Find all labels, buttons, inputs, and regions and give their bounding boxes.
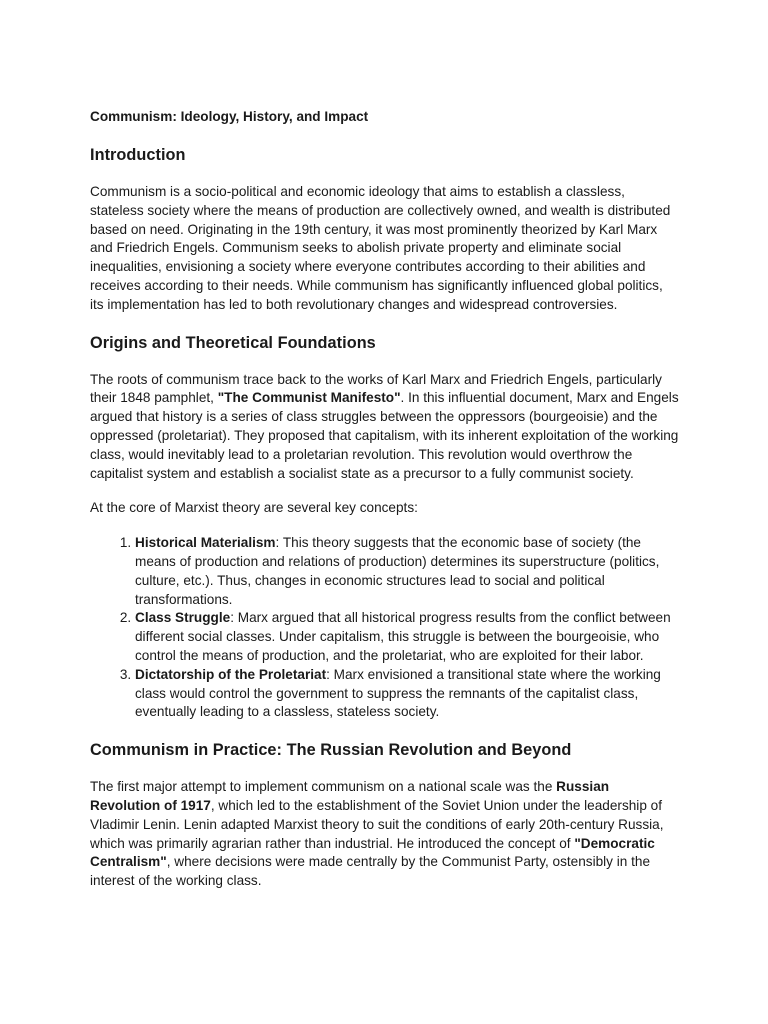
section-heading-introduction: Introduction bbox=[90, 146, 186, 164]
concept-text: : Marx envisioned a transitional state where the working class would control the government to suppress the remnants of the capitalist class, eventually leading to a classless, stateless society. bbox=[135, 666, 661, 720]
concept-text: : This theory suggests that the economic base of society (the means of production and relations of production) determines its superstructure (politics, culture, etc.). Thus, changes in economic structures lead to social and political transformations. bbox=[135, 535, 660, 607]
communist-manifesto-title: "The Communist Manifesto" bbox=[217, 390, 401, 406]
practice-p1-text-b: , which led to the establishment of the Soviet Union under the leadership of Vladimir Lenin. Lenin adapted Marxist theory to suit the conditions of early 20th-century Russia, which was primarily agrarian rather than industrial. He introduced the concept of bbox=[90, 797, 664, 851]
concept-text: : Marx argued that all historical progress results from the conflict between different social classes. Under capitalism, this struggle is between the bourgeoisie, who control the means of production, and the proletariat, who are exploited for their labor. bbox=[135, 610, 671, 663]
concept-term: Class Struggle bbox=[135, 610, 231, 626]
russian-revolution-term: Russian Revolution of 1917 bbox=[90, 779, 610, 813]
list-item bbox=[135, 609, 680, 665]
origins-p1-text-b: . In this influential document, Marx and Engels argued that history is a series of class struggles between the oppressors (bourgeoisie) and the oppressed (proletariat). They proposed that capitalism, with its inherent exploitation of the working class, would inevitably lead to a proletarian revolution. This revolution would overthrow the capitalist system and establish a socialist state as a precursor to a fully communist society. bbox=[90, 390, 679, 481]
list-item bbox=[135, 534, 680, 609]
document-title: Communism: Ideology, History, and Impact bbox=[90, 109, 369, 124]
democratic-centralism-term: "Democratic Centralism" bbox=[90, 835, 655, 870]
origins-paragraph-2: At the core of Marxist theory are several key concepts: bbox=[90, 500, 418, 516]
introduction-paragraph: Communism is a socio-political and economic ideology that aims to establish a classless, stateless society where the means of production are collectively owned, and wealth is distributed based on need. Originating in the 19th century, it was most prominently theorized by Karl Marx and Friedrich Engels. Communism seeks to abolish private property and eliminate social inequalities, envisioning a society where everyone contributes according to their abilities and receives according to their needs. While communism has significantly influenced global politics, its implementation has led to both revolutionary changes and widespread controversies. bbox=[90, 184, 671, 312]
list-item bbox=[135, 666, 680, 722]
practice-paragraph-1 bbox=[90, 778, 680, 891]
key-concepts-list bbox=[90, 534, 680, 722]
origins-p1-text-a: The roots of communism trace back to the works of Karl Marx and Friedrich Engels, particularly their 1848 pamphlet, bbox=[90, 371, 662, 406]
section-heading-origins: Origins and Theoretical Foundations bbox=[90, 333, 376, 352]
concept-term: Dictatorship of the Proletariat bbox=[135, 666, 327, 682]
concept-term: Historical Materialism bbox=[135, 535, 276, 551]
section-heading-practice: Communism in Practice: The Russian Revolution and Beyond bbox=[90, 741, 572, 760]
practice-p1-text-a: The first major attempt to implement communism on a national scale was the bbox=[90, 779, 557, 795]
practice-p1-text-c: , where decisions were made centrally by the Communist Party, ostensibly in the interest of the working class. bbox=[90, 854, 651, 889]
origins-paragraph-1 bbox=[90, 371, 680, 484]
